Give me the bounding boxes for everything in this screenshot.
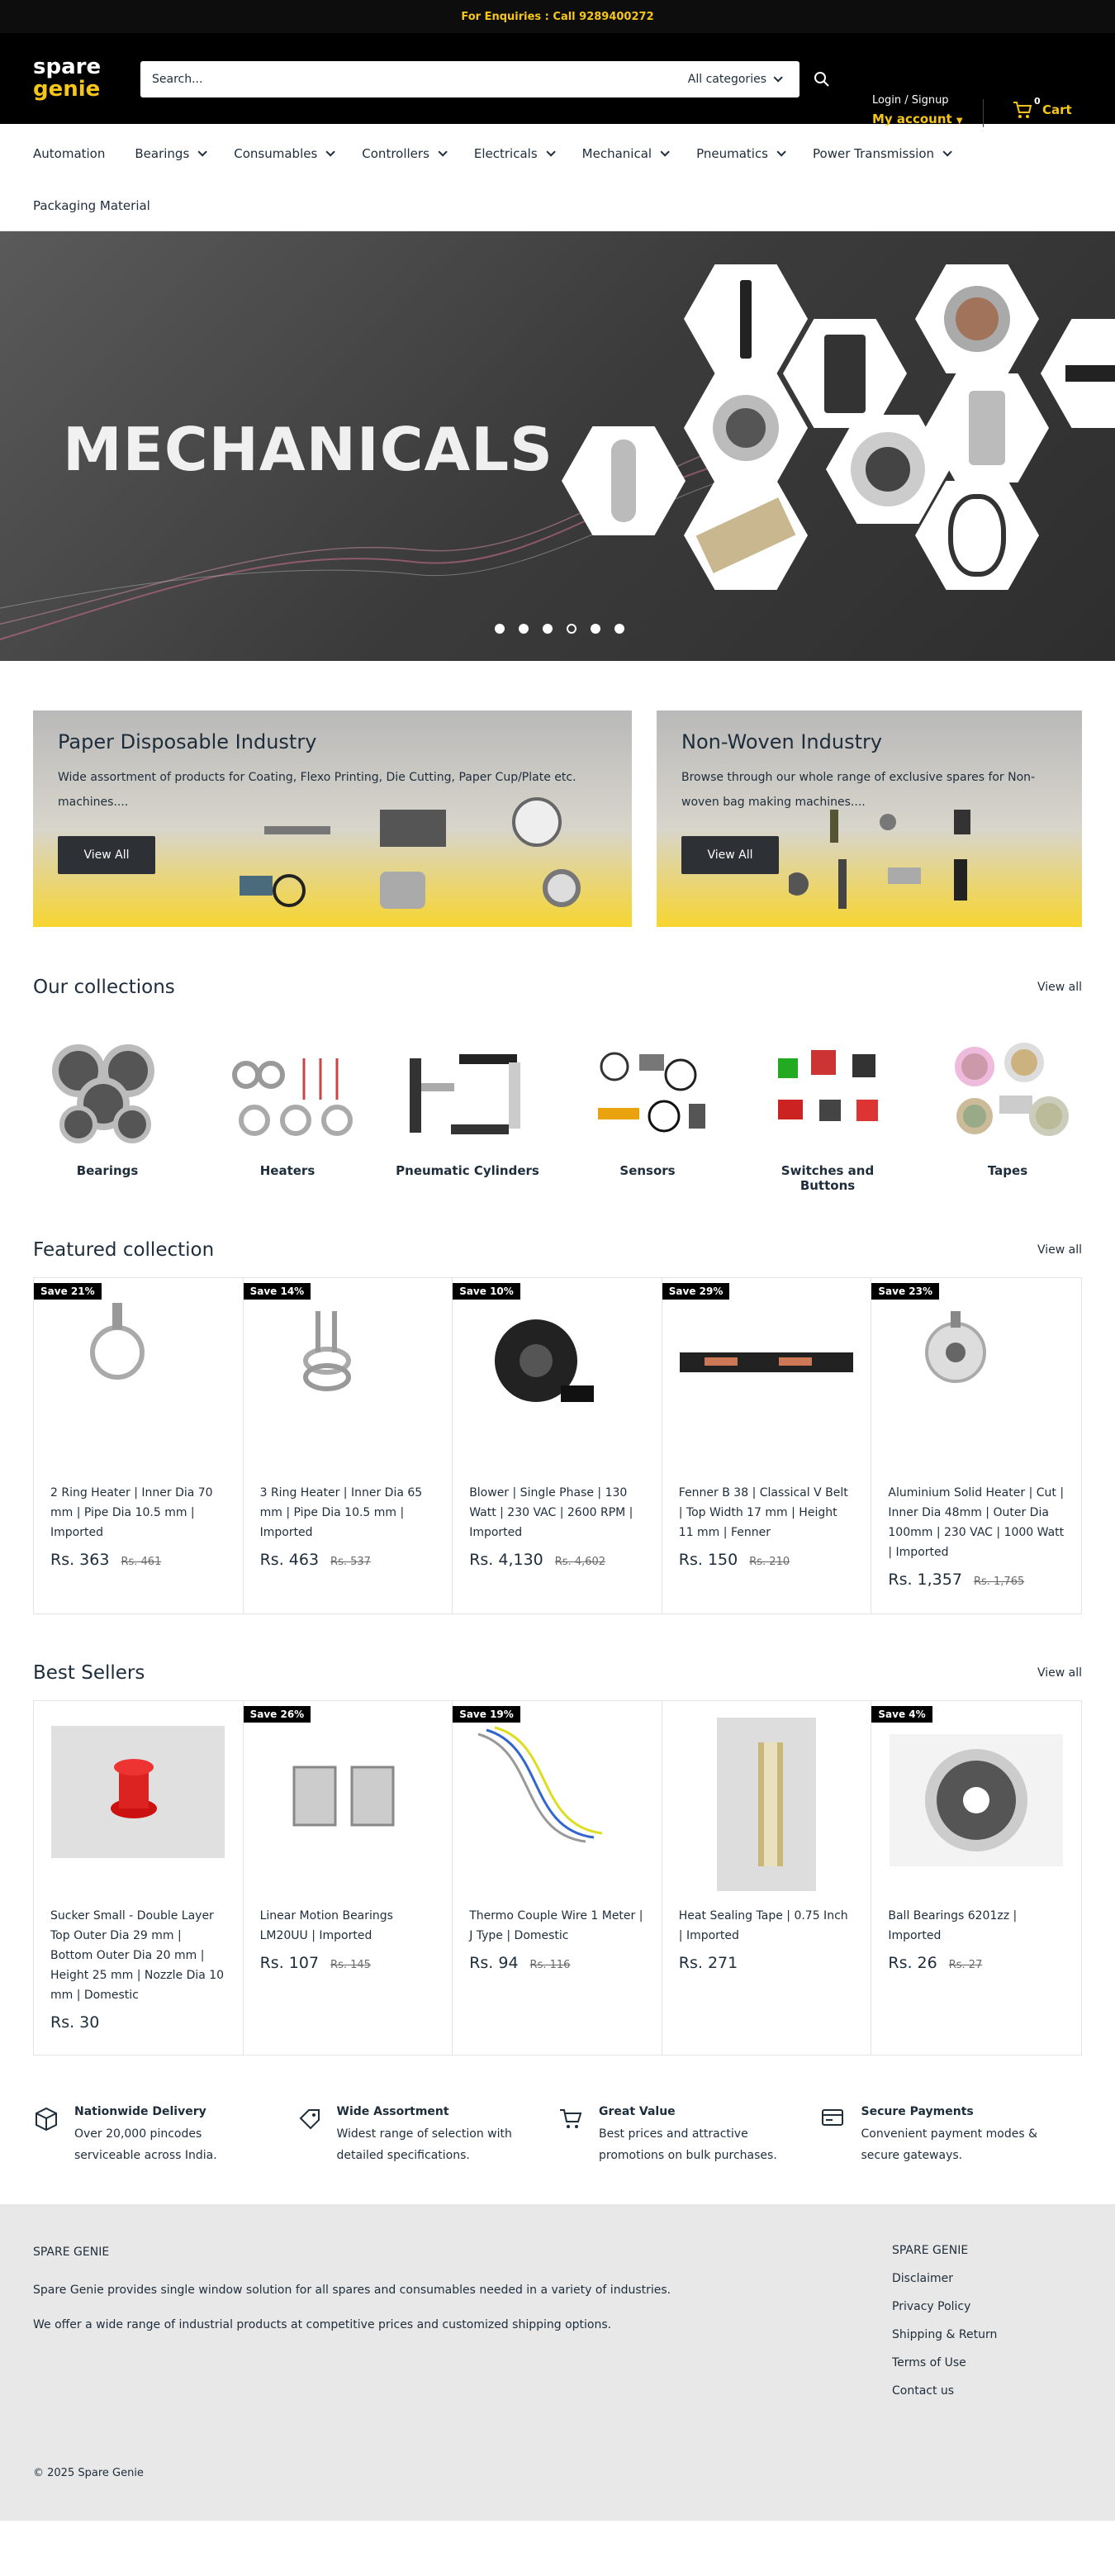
footer-link[interactable]: Disclaimer [892,2272,954,2285]
save-badge: Save 21% [34,1283,102,1300]
product-card[interactable] [662,1278,872,1614]
nav-item-label: Electricals [473,146,538,161]
product-title[interactable]: 2 Ring Heater | Inner Dia 70 mm | Pipe Dia 10.5 mm | Imported [50,1486,213,1539]
footer-links-title: SPARE GENIE [892,2244,969,2257]
collection-item[interactable] [393,1029,542,1193]
collection-item[interactable] [213,1029,362,1193]
footer-link[interactable]: Contact us [892,2384,955,2398]
original-price: Rs. 27 [948,1959,983,1971]
logo-line1: spare [33,55,102,79]
product-title[interactable]: Thermo Couple Wire 1 Meter | J Type | Domestic [469,1909,643,1942]
price-row [679,1954,855,1972]
category-select-label: All categories [687,73,766,86]
caret-icon: ▼ [956,116,963,126]
nav-item-label: Bearings [135,146,190,161]
cylinders-image [393,1029,542,1153]
original-price: Rs. 537 [330,1556,371,1568]
sale-price: Rs. 30 [50,2013,100,2032]
chevron-down-icon [546,147,555,156]
nav-item-label: Power Transmission [813,146,935,161]
product-title[interactable]: Blower | Single Phase | 130 Watt | 230 VAC | 2600 RPM | Imported [469,1486,633,1539]
copyright: © 2025 Spare Genie [33,2467,144,2479]
ball-bearing-image [888,1718,1065,1891]
footer-link[interactable]: Privacy Policy [892,2300,971,2313]
price-row [888,1954,1065,1972]
search-input[interactable] [140,61,688,97]
coil-heater-image [260,1295,436,1468]
product-hex [1041,319,1115,428]
price-row [469,1551,645,1569]
product-card[interactable] [871,1701,1081,2055]
original-price: Rs. 145 [330,1959,371,1971]
v-belt-image [679,1295,855,1468]
nav-item[interactable] [696,140,783,168]
nav-item[interactable] [474,140,553,168]
sucker-image [50,1718,226,1891]
collection-item[interactable] [753,1029,902,1193]
feature-item [820,2105,1083,2204]
save-badge: Save 26% [244,1706,311,1723]
price-row [50,2013,226,2032]
promo-products-image [231,793,611,917]
collection-name: Pneumatic Cylinders [396,1163,539,1178]
chevron-down-icon [438,147,447,156]
nav-item[interactable] [582,140,667,168]
feature-title: Secure Payments [861,2105,974,2118]
original-price: Rs. 461 [121,1556,162,1568]
sale-price: Rs. 363 [50,1551,110,1569]
sensors-image [573,1029,722,1153]
feature-title: Nationwide Delivery [74,2105,206,2118]
feature-item [558,2105,820,2204]
tag-icon [296,2105,322,2132]
slider-dots [495,624,624,634]
collection-item[interactable] [573,1029,722,1193]
linear-bearing-image [260,1718,436,1891]
nav-item-label: Automation [33,146,106,161]
promo-title: Paper Disposable Industry [58,730,317,753]
save-badge: Save 19% [453,1706,520,1723]
category-select[interactable] [688,73,799,86]
slider-dot[interactable] [519,624,529,634]
header-divider [983,99,984,127]
save-badge: Save 4% [871,1706,932,1723]
payment-icon [820,2105,847,2132]
bearings-image [33,1029,182,1153]
featured-products [33,1277,1082,1614]
feature-text: Widest range of selection with detailed specifications. [336,2127,512,2162]
cart-button[interactable] [1013,96,1072,119]
cart-label: Cart [1042,102,1072,117]
product-hex [915,264,1039,373]
nav-item-label: Pneumatics [696,146,769,161]
footer-about-text: We offer a wide range of industrial products at competitive prices and customized shipping options. [33,2318,612,2331]
product-title[interactable]: Ball Bearings 6201zz | Imported [888,1909,1018,1942]
collection-name: Sensors [619,1163,676,1178]
enquiry-bar [0,0,1115,33]
original-price: Rs. 1,765 [973,1576,1025,1588]
cart-icon [558,2105,584,2132]
chevron-down-icon [776,147,785,156]
product-title[interactable]: Fenner B 38 | Classical V Belt | Top Width 17 mm | Height 11 mm | Fenner [678,1486,848,1539]
tape-image [679,1718,855,1891]
feature-text: Over 20,000 pincodes serviceable across India. [74,2127,217,2162]
sale-price: Rs. 107 [259,1954,320,1972]
promo-section [0,661,1115,927]
switches-image [753,1029,902,1153]
price-row [260,1551,436,1569]
view-all-link[interactable]: View all [1037,1243,1082,1257]
cart-icon [1013,101,1032,119]
collections-list [0,1029,1115,1193]
price-row [888,1571,1065,1589]
logo[interactable] [33,56,106,101]
footer-about-text: Spare Genie provides single window solution for all spares and consumables needed in a variety of industries. [33,2284,671,2297]
collection-item[interactable] [33,1029,182,1193]
my-account-label: My account [872,112,952,126]
chevron-down-icon [943,147,952,156]
site-header [0,33,1115,124]
save-badge: Save 14% [244,1283,311,1300]
sale-price: Rs. 4,130 [469,1551,543,1569]
thermocouple-image [469,1718,645,1891]
collection-name: Tapes [987,1163,1028,1178]
product-card[interactable] [244,1701,453,2055]
sale-price: Rs. 26 [888,1954,937,1972]
product-title[interactable]: Linear Motion Bearings LM20UU | Imported [259,1909,393,1942]
product-title[interactable]: Aluminium Solid Heater | Cut | Inner Dia 48mm | Outer Dia 100mm | 230 VAC | 1000 Watt | Imported [888,1486,1065,1559]
original-price: Rs. 4,602 [554,1556,606,1568]
product-title[interactable]: Heat Sealing Tape | 0.75 Inch | Imported [678,1909,848,1942]
collection-name: Bearings [76,1163,139,1178]
product-hex [783,319,907,428]
bestseller-products [33,1700,1082,2056]
solid-heater-image [888,1295,1065,1468]
ring-heater-image [50,1295,226,1468]
nav-item-label: Consumables [234,146,318,161]
view-all-link[interactable]: View all [1037,1666,1082,1680]
product-title[interactable]: Sucker Small - Double Layer Top Outer Dia 29 mm | Bottom Outer Dia 20 mm | Height 25 mm | Nozzle Dia 10 mm | Domestic [50,1909,225,2002]
product-card[interactable] [453,1278,662,1614]
chevron-down-icon [661,147,670,156]
save-badge: Save 29% [662,1283,730,1300]
footer-link[interactable]: Terms of Use [892,2356,966,2369]
section-title: Our collections [33,977,175,998]
product-card[interactable] [244,1278,453,1614]
enquiry-text: For Enquiries : Call 9289400272 [461,10,654,23]
nav-item[interactable] [362,140,444,168]
nav-item[interactable] [234,140,332,168]
feature-text: Best prices and attractive promotions on bulk purchases. [599,2127,777,2162]
sale-price: Rs. 94 [469,1954,519,1972]
original-price: Rs. 116 [529,1959,571,1971]
feature-text: Convenient payment modes & secure gateways. [861,2127,1037,2162]
chevron-down-icon [773,73,782,82]
tapes-image [933,1029,1082,1153]
search-button[interactable] [805,63,838,96]
feature-title: Wide Assortment [336,2105,449,2118]
bestsellers-header [0,1662,1115,1684]
footer-link[interactable]: Shipping & Return [892,2328,998,2341]
view-all-link[interactable]: View all [1037,981,1082,994]
search-icon [814,71,830,88]
price-row [50,1551,226,1569]
slider-dot[interactable] [614,624,624,634]
feature-title: Great Value [599,2105,676,2118]
logo-line2: genie [33,77,101,102]
promo-text: Wide assortment of products for Coating, Flexo Printing, Die Cutting, Paper Cup/Plate etc. machines.... [58,771,576,809]
heaters-image [213,1029,362,1153]
section-title: Best Sellers [33,1662,145,1684]
hero-title: MECHANICALS [63,415,553,484]
account-menu[interactable] [872,94,963,126]
view-all-button[interactable]: View All [58,836,155,874]
nav-item[interactable] [33,140,105,168]
footer-about-title: SPARE GENIE [33,2246,110,2259]
save-badge: Save 23% [871,1283,939,1300]
chevron-down-icon [198,147,207,156]
footer-links [892,2244,997,2398]
login-link[interactable]: Login / Signup [872,94,949,107]
promo-nonwoven[interactable] [657,711,1082,927]
site-footer [0,2204,1115,2521]
nav-item[interactable] [33,192,150,220]
product-card[interactable] [662,1701,872,2055]
sale-price: Rs. 150 [678,1551,738,1569]
sale-price: Rs. 463 [259,1551,320,1569]
save-badge: Save 10% [453,1283,520,1300]
nav-item-label: Controllers [362,146,429,161]
product-hex [684,264,808,373]
slider-dot[interactable] [495,624,505,634]
hero-banner[interactable] [0,231,1115,661]
nav-item-label: Mechanical [581,146,652,161]
cart-count: 0 [1034,96,1041,107]
price-row [469,1954,645,1972]
search-bar [140,61,799,97]
section-title: Featured collection [33,1239,215,1261]
price-row [679,1551,855,1569]
feature-item [33,2105,296,2204]
collection-item[interactable] [933,1029,1082,1193]
promo-text: Browse through our whole range of exclusive spares for Non-woven bag making machines.... [681,771,1036,809]
promo-title: Non-Woven Industry [681,730,883,753]
product-title[interactable]: 3 Ring Heater | Inner Dia 65 mm | Pipe Dia 10.5 mm | Imported [259,1486,423,1539]
nav-item[interactable] [813,140,949,168]
promo-paper[interactable] [33,711,632,927]
original-price: Rs. 210 [749,1556,790,1568]
blower-image [469,1295,645,1468]
sale-price: Rs. 271 [678,1954,738,1972]
box-icon [33,2105,59,2132]
feature-item [296,2105,558,2204]
chevron-down-icon [326,147,335,156]
view-all-button[interactable]: View All [681,836,779,874]
price-row [260,1954,436,1972]
product-card[interactable] [871,1278,1081,1614]
nav-item-label: Packaging Material [33,198,150,213]
features-strip [0,2105,1115,2204]
collection-name: Heaters [259,1163,316,1178]
slider-dot[interactable] [591,624,600,634]
promo-products-image [789,801,1070,917]
product-card[interactable] [453,1701,662,2055]
sale-price: Rs. 1,357 [888,1571,962,1589]
slider-dot[interactable] [543,624,553,634]
slider-dot[interactable] [567,624,576,634]
nav-item[interactable] [135,140,204,168]
collection-name: Switches and Buttons [780,1163,875,1193]
featured-header [0,1239,1115,1261]
product-card[interactable] [34,1278,244,1614]
main-nav [0,124,1115,231]
collections-header [0,977,1115,998]
product-card[interactable] [34,1701,244,2055]
